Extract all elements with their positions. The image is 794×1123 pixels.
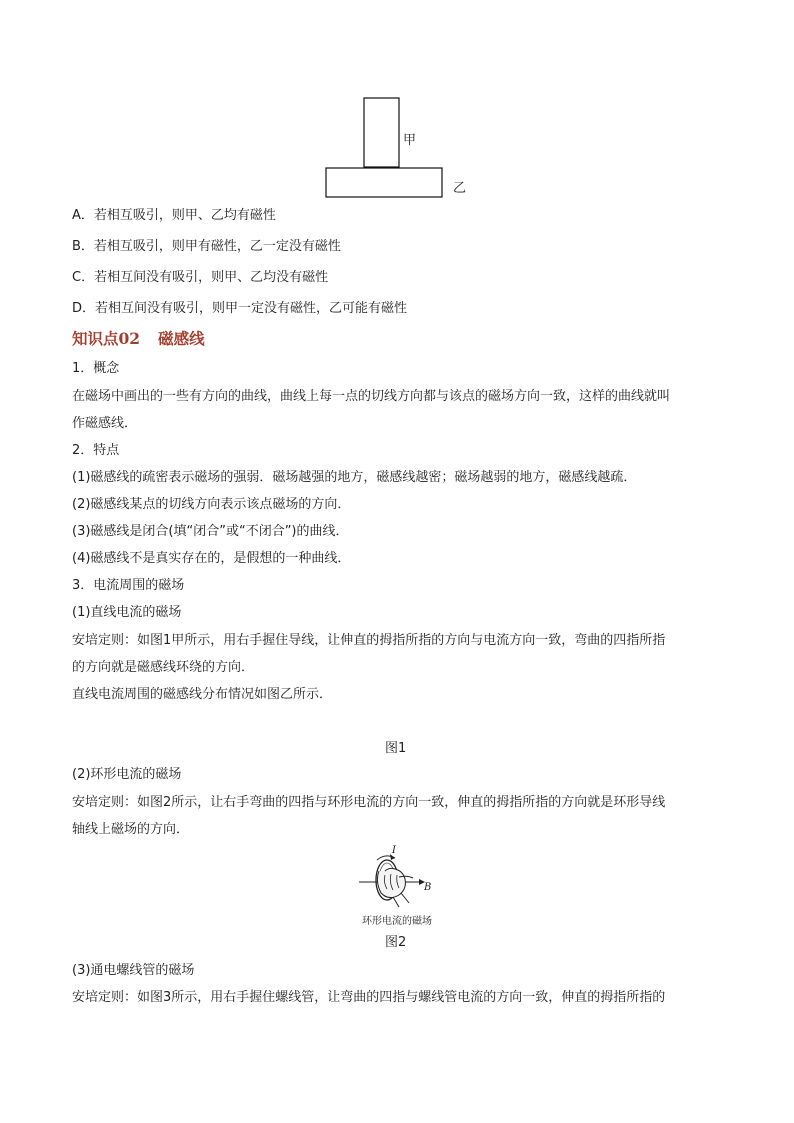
option-c: C．若相互间没有吸引，则甲、乙均没有磁性	[72, 270, 329, 285]
option-a: A．若相互吸引，则甲、乙均有磁性	[72, 208, 276, 223]
solenoid-text-1: 安培定则：如图3所示，用右手握住螺线管，让弯曲的四指与螺线管电流的方向一致，伸直的拇指所指的	[72, 990, 666, 1005]
features-heading: 2．特点	[72, 443, 120, 458]
concept-text-2: 作磁感线．	[72, 416, 138, 431]
ring-text-2: 轴线上磁场的方向．	[72, 822, 190, 837]
feature-2: (2)磁感线某点的切线方向表示该点磁场的方向．	[72, 497, 351, 512]
fig2-label-b: B	[424, 882, 432, 893]
straight-text-1: 安培定则：如图1甲所示，用右手握住导线，让伸直的拇指所指的方向与电流方向一致，弯曲的四指所指	[72, 633, 666, 648]
straight-text-3: 直线电流周围的磁感线分布情况如图乙所示．	[72, 687, 333, 702]
fig2-caption: 图2	[385, 935, 407, 950]
section-code: 知识点02	[72, 329, 141, 348]
feature-1: (1)磁感线的疏密表示磁场的强弱．磁场越强的地方，磁感线越密；磁场越弱的地方，磁感线越疏．	[72, 470, 637, 485]
ring-text-1: 安培定则：如图2所示，让右手弯曲的四指与环形电流的方向一致，伸直的拇指所指的方向就是环形导线	[72, 795, 666, 810]
ring-current-diagram	[355, 845, 445, 909]
concept-heading: 1．概念	[72, 361, 120, 376]
solenoid-heading: (3)通电螺线管的磁场	[72, 963, 195, 978]
ring-heading: (2)环形电流的磁场	[72, 767, 182, 782]
label-jia: 甲	[403, 133, 417, 148]
current-heading: 3．电流周围的磁场	[72, 578, 185, 593]
fig2-subtitle: 环形电流的磁场	[362, 916, 432, 927]
fig2-label-i: I	[392, 845, 396, 856]
fig1-caption: 图1	[385, 741, 407, 756]
concept-text-1: 在磁场中画出的一些有方向的曲线，曲线上每一点的切线方向都与该点的磁场方向一致，这样的曲线就叫	[72, 389, 671, 404]
label-yi: 乙	[453, 181, 467, 196]
feature-4: (4)磁感线不是真实存在的，是假想的一种曲线．	[72, 551, 351, 566]
magnet-blocks-diagram	[320, 92, 450, 204]
section-title: 磁感线	[158, 329, 205, 348]
option-d: D．若相互间没有吸引，则甲一定没有磁性，乙可能有磁性	[72, 301, 408, 316]
option-b: B．若相互吸引，则甲有磁性，乙一定没有磁性	[72, 239, 341, 254]
feature-3: (3)磁感线是闭合(填“闭合”或“不闭合”)的曲线．	[72, 524, 349, 539]
straight-heading: (1)直线电流的磁场	[72, 605, 182, 620]
section-heading	[72, 327, 205, 349]
straight-text-2: 的方向就是磁感线环绕的方向．	[72, 660, 255, 675]
